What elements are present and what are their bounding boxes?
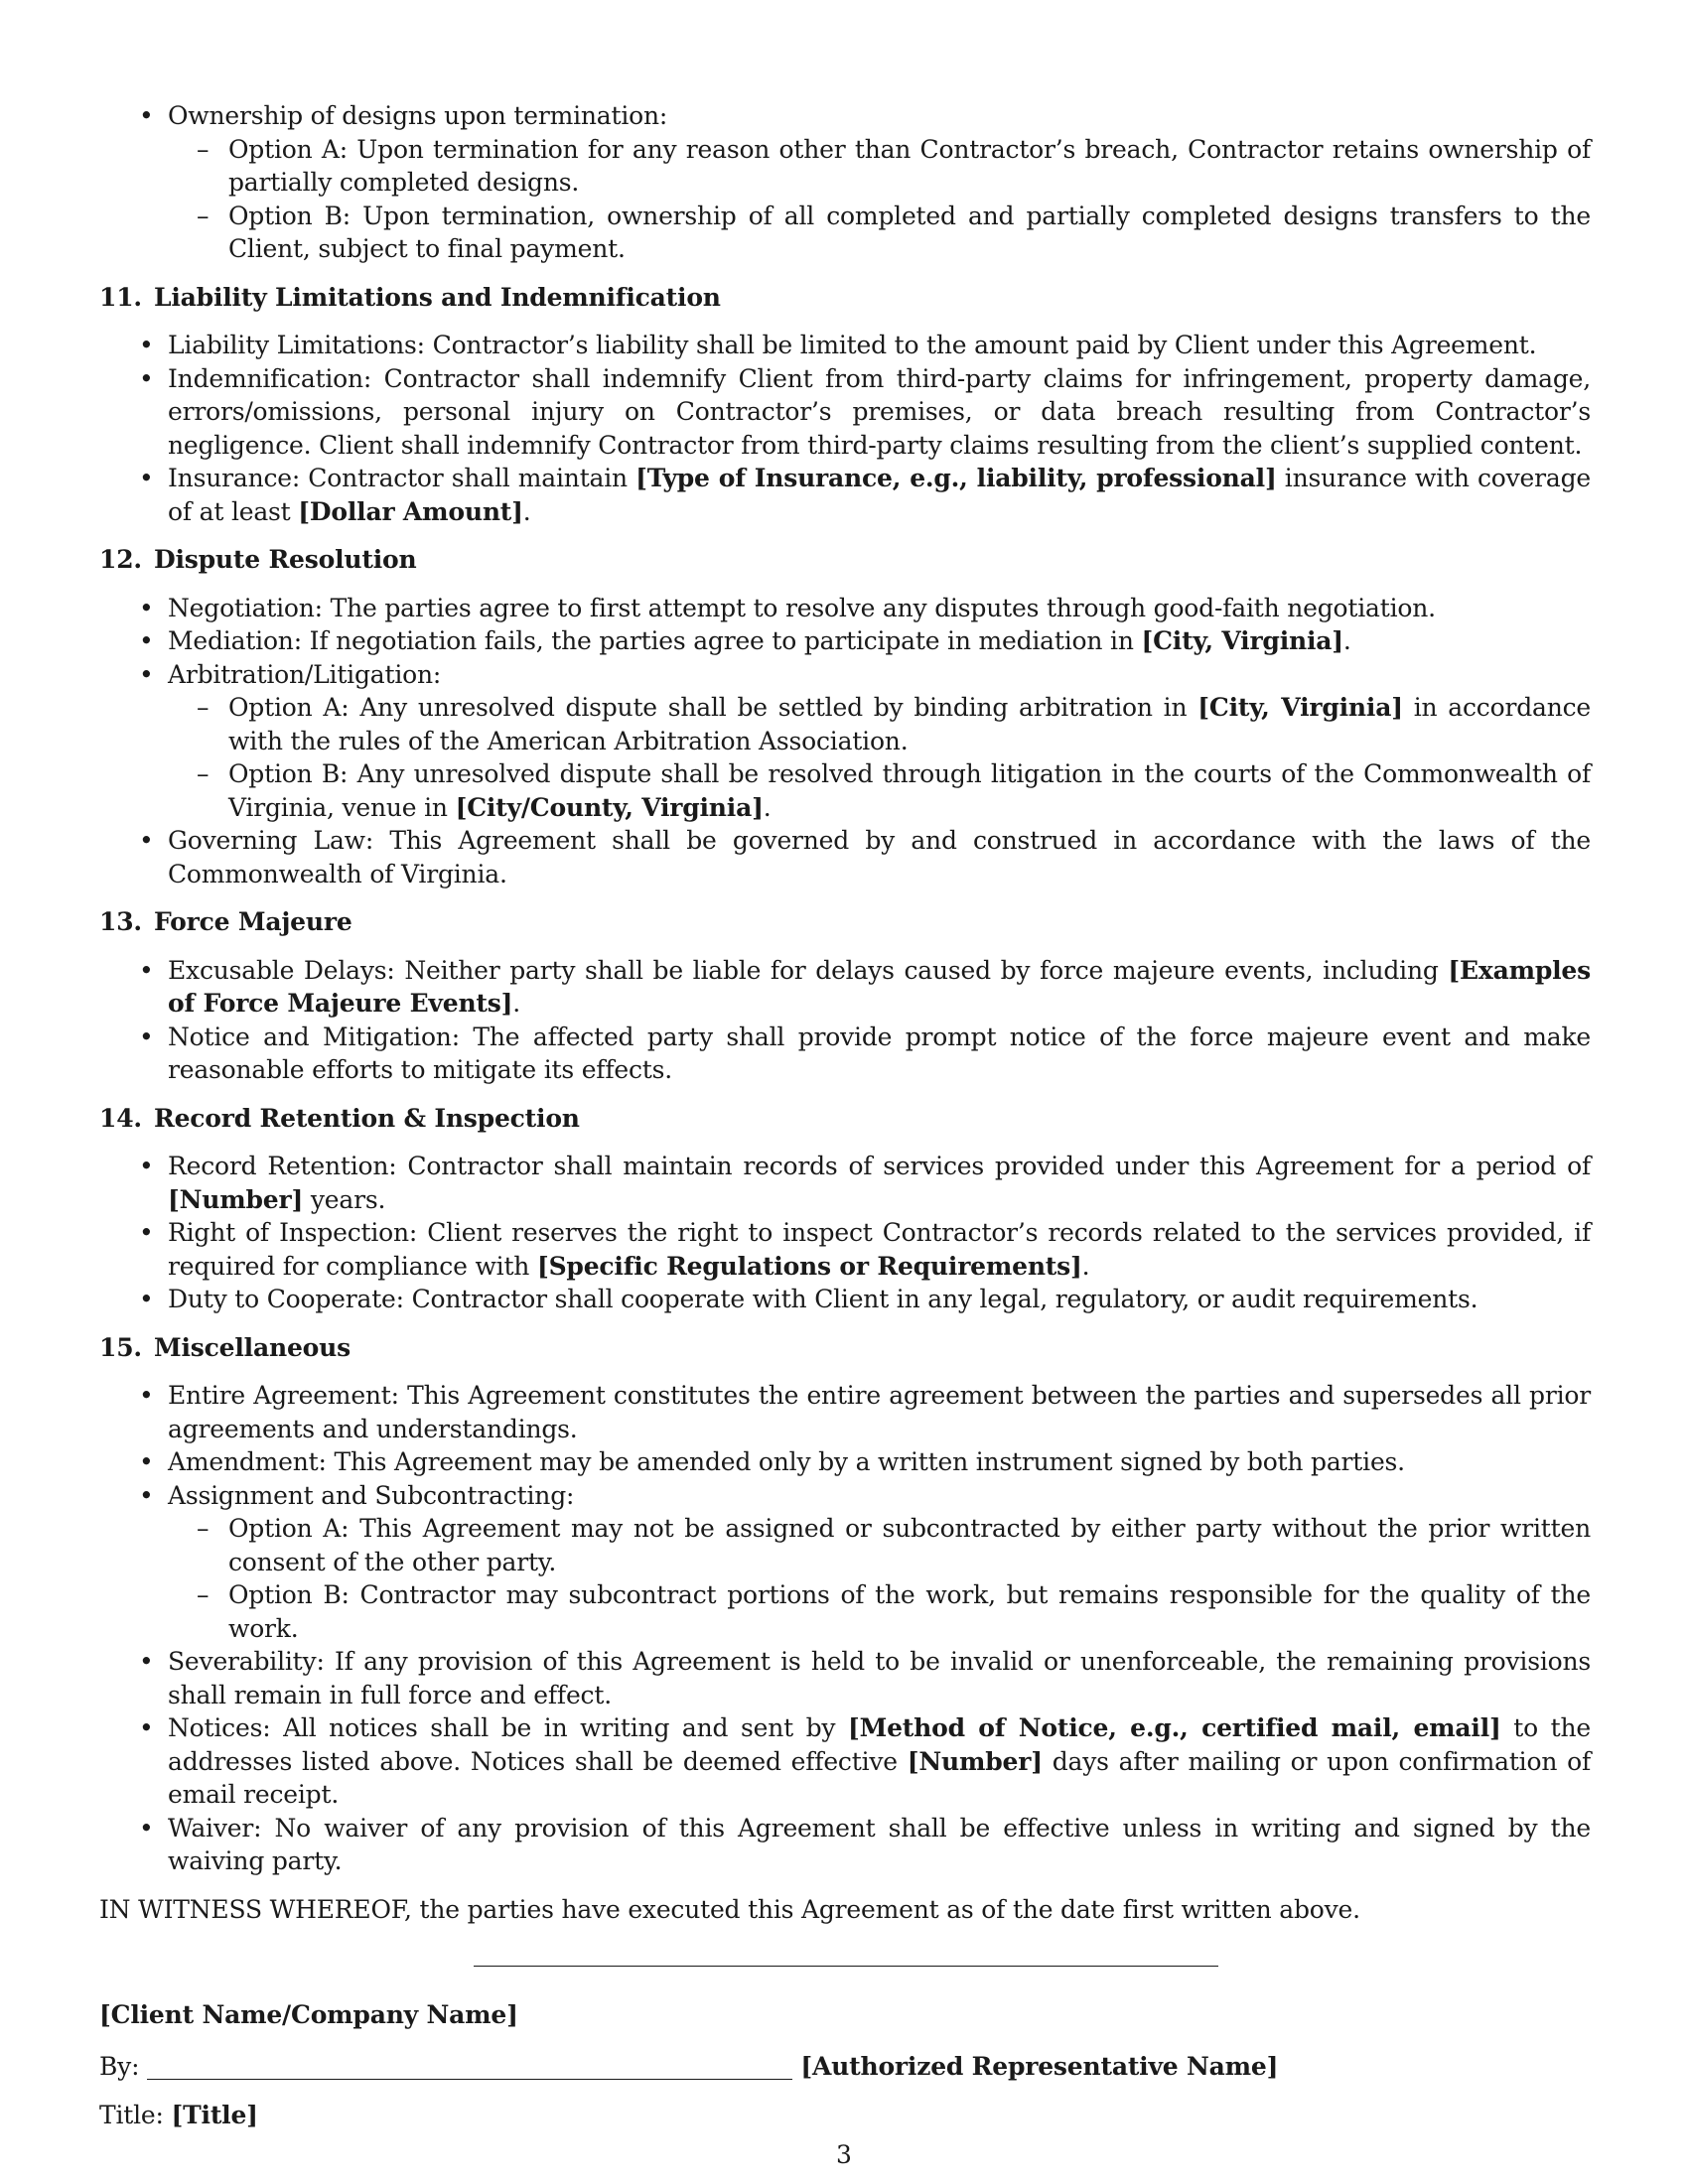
list-item: • Notice and Mitigation: The affected party shall provide prompt notice of the force majeure event and make reasonable efforts to mitigate its effects. bbox=[99, 1021, 1591, 1087]
ownership-options bbox=[168, 133, 1591, 266]
section-15-list bbox=[99, 1379, 1591, 1878]
list-item: • Duty to Cooperate: Contractor shall cooperate with Client in any legal, regulatory, or audit requirements. bbox=[99, 1283, 1591, 1316]
witness-statement: IN WITNESS WHEREOF, the parties have executed this Agreement as of the date first written above. bbox=[99, 1894, 1360, 1924]
signature-company-name: [Client Name/Company Name] bbox=[99, 2000, 518, 2029]
signature-by-row bbox=[99, 2050, 1591, 2084]
list-item: • Excusable Delays: Neither party shall be liable for delays caused by force majeure events, including [Examples of Force Majeure Events]. bbox=[99, 954, 1591, 1021]
document-page bbox=[99, 99, 1591, 2132]
placeholder-field: [Number] bbox=[907, 1746, 1043, 1776]
by-label: By: bbox=[99, 2051, 140, 2081]
signature-line bbox=[474, 1966, 1218, 1967]
placeholder-field: [City, Virginia] bbox=[1197, 693, 1403, 722]
list-item: • Right of Inspection: Client reserves the right to inspect Contractor’s records related to the services provided, if required for compliance with [Specific Regulations or Requirements]. bbox=[99, 1216, 1591, 1283]
list-item: • Severability: If any provision of this Agreement is held to be invalid or unenforceable, the remaining provisions shall remain in full force and effect. bbox=[99, 1645, 1591, 1711]
section-heading-11: 11. Liability Limitations and Indemnification bbox=[99, 282, 721, 312]
section-14-list bbox=[99, 1150, 1591, 1316]
title-value: [Title] bbox=[171, 2101, 258, 2129]
placeholder-field: [Type of Insurance, e.g., liability, professional] bbox=[635, 464, 1277, 492]
section-heading-15: 15. Miscellaneous bbox=[99, 1332, 351, 1362]
representative-name: [Authorized Representative Name] bbox=[800, 2051, 1279, 2081]
list-item: • Entire Agreement: This Agreement constitutes the entire agreement between the parties and supersedes all prior agreements and understandings. bbox=[99, 1379, 1591, 1445]
placeholder-field: [Examples of Force Majeure Events] bbox=[168, 955, 1591, 1018]
list-item: • Indemnification: Contractor shall indemnify Client from third-party claims for infringement, property damage, errors/omissions, personal injury on Contractor’s premises, or data breach resulting from Contractor’s negligence. Client shall indemnify Contractor from third-party claims resulting from the client’s supplied content. bbox=[99, 362, 1591, 463]
placeholder-field: [Method of Notice, e.g., certified mail, email] bbox=[848, 1713, 1501, 1742]
section-11-list bbox=[99, 329, 1591, 528]
placeholder-field: [Number] bbox=[168, 1184, 304, 1214]
list-item: • Waiver: No waiver of any provision of this Agreement shall be effective unless in writing and signed by the waiving party. bbox=[99, 1812, 1591, 1878]
section-12-list bbox=[99, 592, 1591, 891]
list-item: • Notices: All notices shall be in writing and sent by [Method of Notice, e.g., certified mail, email] to the addresses listed above. Notices shall be deemed effective [Number] days after mailing or upon confirmation of email receipt. bbox=[99, 1711, 1591, 1812]
placeholder-field: [Specific Regulations or Requirements] bbox=[536, 1251, 1082, 1281]
list-item: – Option A: Any unresolved dispute shall be settled by binding arbitration in [City, Virginia] in accordance with the rules of the American Arbitration Association. bbox=[168, 691, 1591, 757]
list-item: – Option A: Upon termination for any reason other than Contractor’s breach, Contractor retains ownership of partially completed designs. bbox=[168, 133, 1591, 200]
list-item: – Option B: Contractor may subcontract portions of the work, but remains responsible for the quality of the work. bbox=[168, 1578, 1591, 1645]
list-item: – Option B: Any unresolved dispute shall be resolved through litigation in the courts of the Commonwealth of Virginia, venue in [City/County, Virginia]. bbox=[168, 757, 1591, 824]
section-heading-12: 12. Dispute Resolution bbox=[99, 545, 417, 574]
list-item bbox=[99, 99, 1591, 266]
list-item: • Governing Law: This Agreement shall be governed by and construed in accordance with the laws of the Commonwealth of Virginia. bbox=[99, 824, 1591, 890]
list-item: – Option B: Upon termination, ownership of all completed and partially completed designs transfers to the Client, subject to final payment. bbox=[168, 200, 1591, 266]
list-item: • Record Retention: Contractor shall maintain records of services provided under this Agreement for a period of [Number] years. bbox=[99, 1150, 1591, 1216]
ownership-list bbox=[99, 99, 1591, 266]
placeholder-field: [City/County, Virginia] bbox=[455, 792, 764, 822]
signature-title-row bbox=[99, 2099, 1591, 2132]
list-item: • Negotiation: The parties agree to first attempt to resolve any disputes through good-faith negotiation. bbox=[99, 592, 1591, 625]
placeholder-field: [Dollar Amount] bbox=[298, 496, 523, 526]
list-item: • Insurance: Contractor shall maintain [Type of Insurance, e.g., liability, professional] insurance with coverage of at least [Dollar Amount]. bbox=[99, 462, 1591, 528]
section-heading-14: 14. Record Retention & Inspection bbox=[99, 1103, 580, 1133]
list-item: • Liability Limitations: Contractor’s liability shall be limited to the amount paid by Client under this Agreement. bbox=[99, 329, 1591, 362]
section-13-list bbox=[99, 954, 1591, 1087]
title-label: Title: bbox=[99, 2101, 164, 2129]
list-item: • Arbitration/Litigation: – Option A: Any unresolved dispute shall be settled by binding arbitration in [City, Virginia] in accordance with the rules of the American Arbitration Association. – Option B: Any unresolved dispute shall be resolved through litigation in the courts of the Commonwealth of Virginia, venue in [City/County, Virginia]. bbox=[99, 658, 1591, 825]
section-heading-13: 13. Force Majeure bbox=[99, 907, 352, 936]
by-signature-blank bbox=[147, 2079, 792, 2080]
list-item: – Option A: This Agreement may not be assigned or subcontracted by either party without the prior written consent of the other party. bbox=[168, 1512, 1591, 1578]
ownership-label: Ownership of designs upon termination: bbox=[168, 101, 668, 130]
placeholder-field: [City, Virginia] bbox=[1141, 626, 1343, 655]
assignment-options bbox=[168, 1512, 1591, 1645]
list-item: • Assignment and Subcontracting: – Option A: This Agreement may not be assigned or subcontracted by either party without the prior written consent of the other party. – Option B: Contractor may subcontract portions of the work, but remains responsible for the quality of the work. bbox=[99, 1479, 1591, 1646]
list-item: • Mediation: If negotiation fails, the parties agree to participate in mediation in [City, Virginia]. bbox=[99, 624, 1591, 658]
page-number: 3 bbox=[836, 2140, 852, 2169]
arbitration-options bbox=[168, 691, 1591, 824]
list-item: • Amendment: This Agreement may be amended only by a written instrument signed by both parties. bbox=[99, 1445, 1591, 1479]
